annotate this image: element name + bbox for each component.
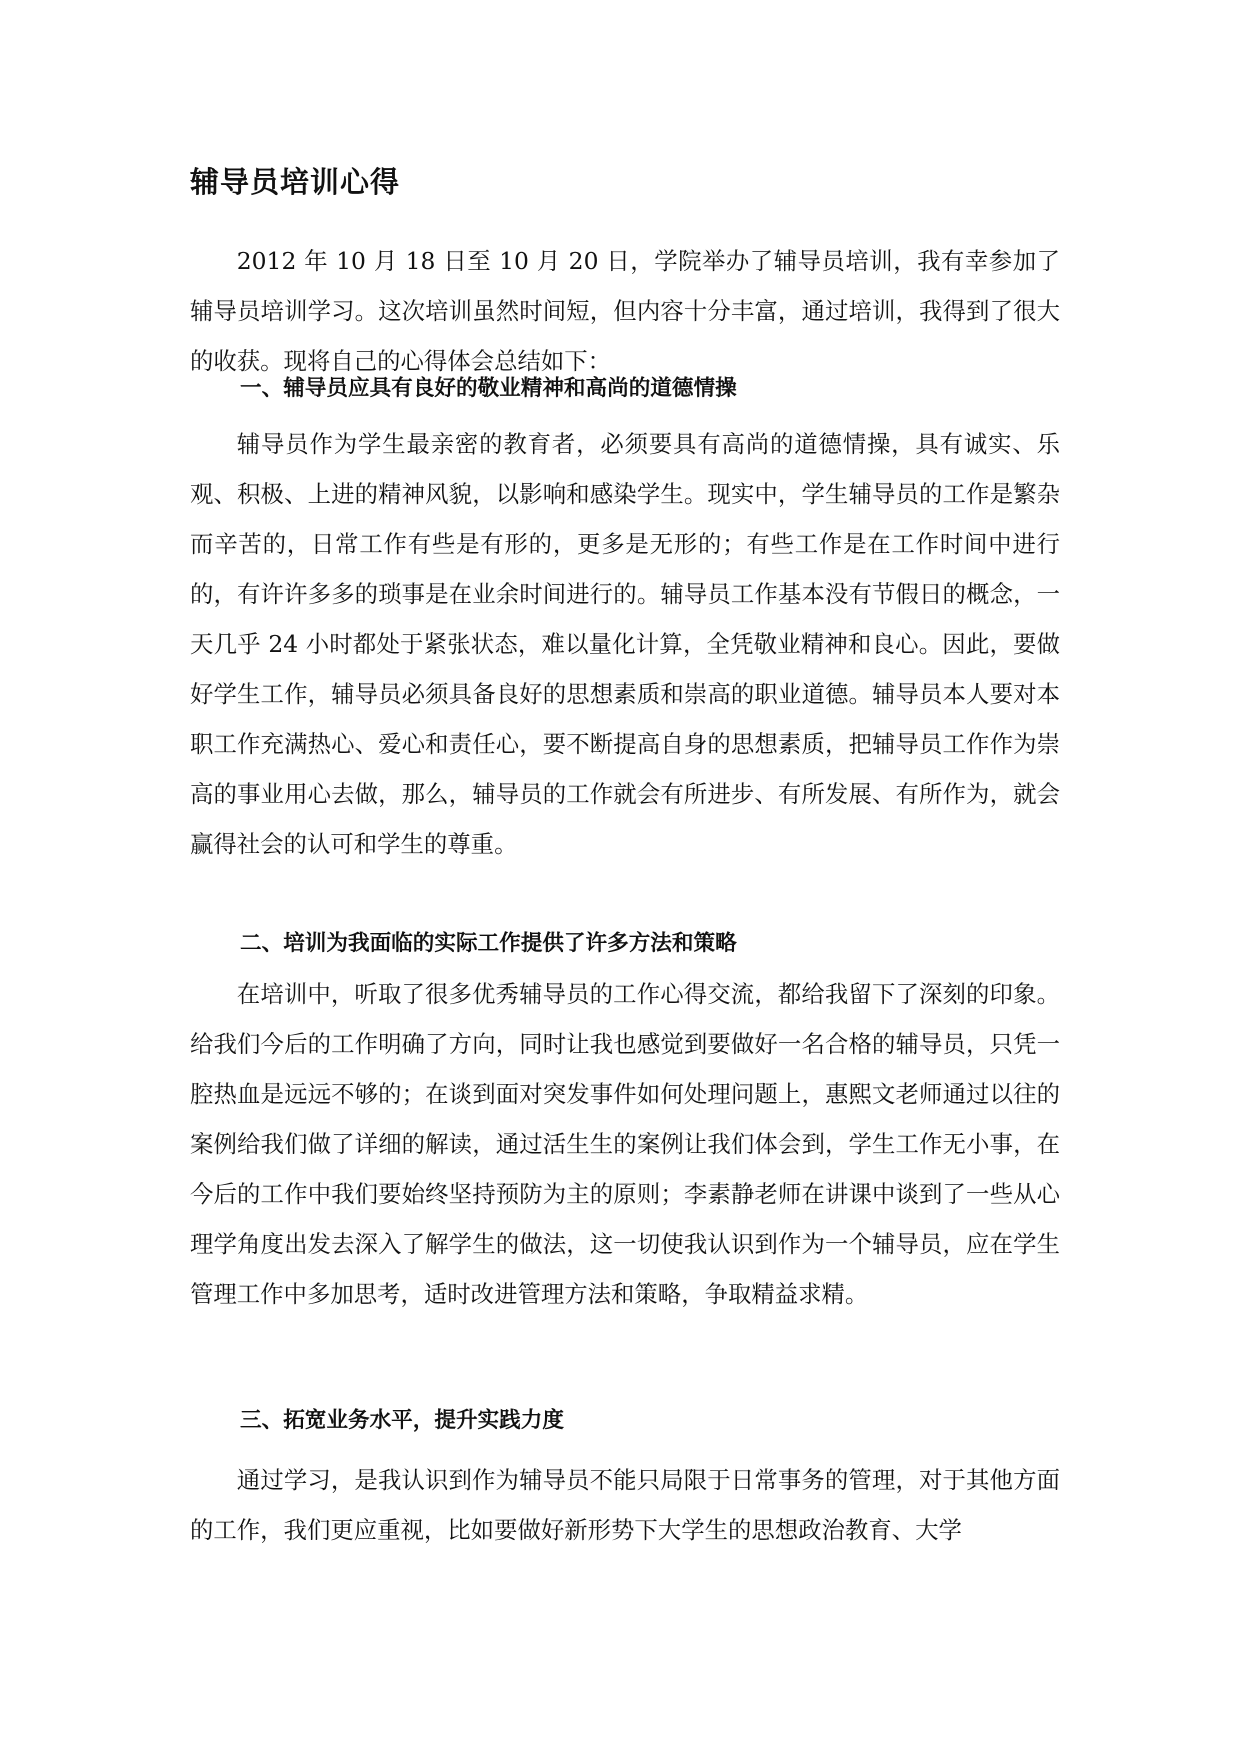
section-2-heading: 二、培训为我面临的实际工作提供了许多方法和策略 (240, 931, 737, 956)
section-2-body: 在培训中，听取了很多优秀辅导员的工作心得交流，都给我留下了深刻的印象。给我们今后的工作明确了方向，同时让我也感觉到要做好一名合格的辅导员，只凭一腔热血是远远不够的；在谈到面对突发事件如何处理问题上，惠熙文老师通过以往的案例给我们做了详细的解读，通过活生生的案例让我们体会到，学生工作无小事，在今后的工作中我们要始终坚持预防为主的原则；李素静老师在讲课中谈到了一些从心理学角度出发去深入了解学生的做法，这一切使我认识到作为一个辅导员，应在学生管理工作中多加思考，适时改进管理方法和策略，争取精益求精。 (190, 980, 1060, 1308)
section-3-body: 通过学习，是我认识到作为辅导员不能只局限于日常事务的管理，对于其他方面的工作，我们更应重视，比如要做好新形势下大学生的思想政治教育、大学 (190, 1466, 1060, 1544)
section-1-body: 辅导员作为学生最亲密的教育者，必须要具有高尚的道德情操，具有诚实、乐观、积极、上进的精神风貌，以影响和感染学生。现实中，学生辅导员的工作是繁杂而辛苦的，日常工作有些是有形的，更多是无形的；有些工作是在工作时间中进行的，有许许多多的琐事是在业余时间进行的。辅导员工作基本没有节假日的概念，一天几乎 24 小时都处于紧张状态，难以量化计算，全凭敬业精神和良心。因此，要做好学生工作，辅导员必须具备良好的思想素质和崇高的职业道德。辅导员本人要对本职工作充满热心、爱心和责任心，要不断提高自身的思想素质，把辅导员工作作为崇高的事业用心去做，那么，辅导员的工作就会有所进步、有所发展、有所作为，就会赢得社会的认可和学生的尊重。 (190, 430, 1060, 858)
section-3-heading: 三、拓宽业务水平，提升实践力度 (240, 1408, 564, 1433)
section-1-heading: 一、辅导员应具有良好的敬业精神和高尚的道德情操 (240, 376, 737, 401)
document-title: 辅导员培训心得 (190, 165, 401, 199)
intro-paragraph: 2012 年 10 月 18 日至 10 月 20 日，学院举办了辅导员培训，我有幸参加了辅导员培训学习。这次培训虽然时间短，但内容十分丰富，通过培训，我得到了很大的收获。现将自己的心得体会总结如下： (190, 247, 1060, 375)
